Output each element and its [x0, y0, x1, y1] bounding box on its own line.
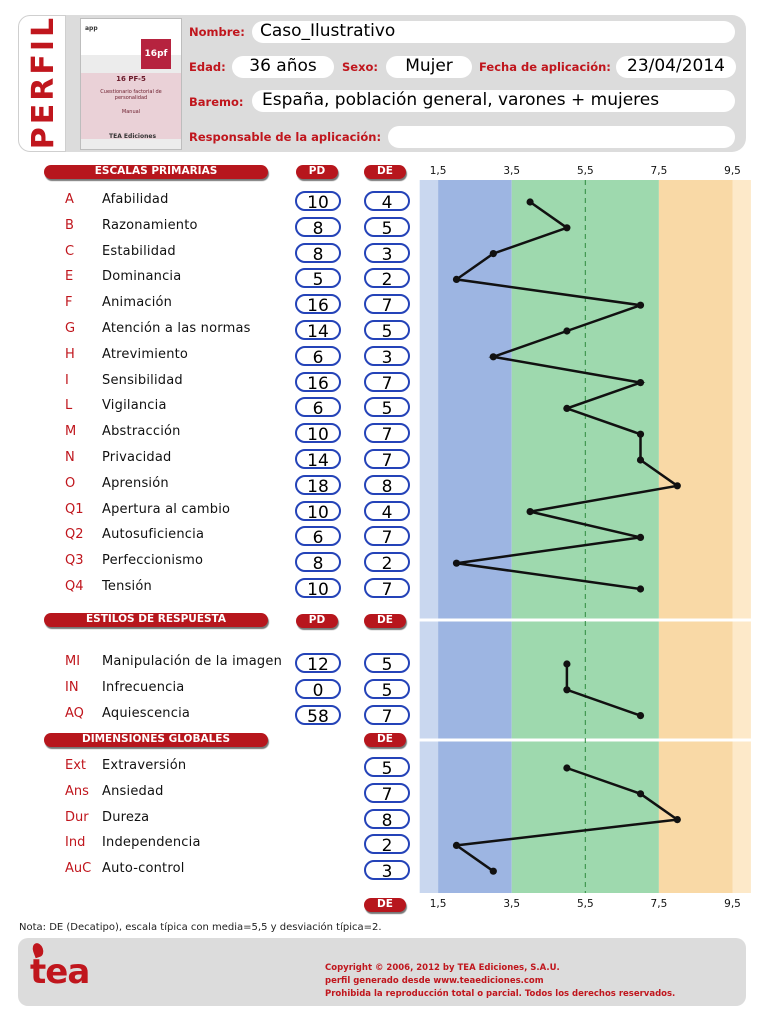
- tick-label-bottom: 5,5: [576, 898, 594, 910]
- primarias-point: [637, 534, 644, 541]
- book-publisher-bottom: TEA Ediciones: [109, 133, 157, 140]
- scale-name: Aprensión: [102, 475, 169, 491]
- scale-code: I: [65, 372, 69, 388]
- de-score: 7: [364, 372, 410, 392]
- de-score: 5: [364, 320, 410, 340]
- scale-code: L: [65, 398, 73, 414]
- tick-label-bottom: 7,5: [650, 898, 668, 910]
- de-score: 5: [364, 679, 410, 699]
- de-score: 5: [364, 397, 410, 417]
- de-score: 3: [364, 243, 410, 263]
- rights-text: Prohibida la reproducción total o parcial. Todos los derechos reservados.: [325, 989, 676, 999]
- primarias-point: [563, 405, 570, 412]
- scale-code: C: [65, 243, 75, 259]
- scale-code: Ans: [65, 783, 89, 799]
- de-score: 2: [364, 834, 410, 854]
- scale-name: Infrecuencia: [102, 679, 185, 695]
- primarias-point: [674, 482, 681, 489]
- scale-name: Razonamiento: [102, 217, 198, 233]
- copyright-text: Copyright © 2006, 2012 by TEA Ediciones, S.A.U.: [325, 963, 560, 973]
- section-escalas-primarias: ESCALAS PRIMARIAS: [44, 165, 268, 179]
- estilos-point: [637, 712, 644, 719]
- scale-code: G: [65, 321, 76, 336]
- book-cover-image: [80, 18, 182, 150]
- scale-code: B: [65, 217, 74, 233]
- scale-code: O: [65, 475, 76, 491]
- tick-label-bottom: 1,5: [429, 898, 447, 910]
- primarias-point: [527, 198, 534, 205]
- scale-name: Estabilidad: [102, 243, 176, 259]
- de-score: 3: [364, 346, 410, 366]
- responsable-label: Responsable de la aplicación:: [189, 130, 382, 144]
- globales-point: [490, 868, 497, 875]
- book-manual: Manual: [121, 109, 141, 115]
- scale-code: F: [65, 295, 73, 311]
- pd-score: 8: [295, 243, 341, 263]
- band-1: [438, 180, 512, 893]
- scale-name: Atrevimiento: [102, 346, 189, 362]
- tick-label-top: 9,5: [724, 165, 741, 177]
- de-score: 8: [364, 475, 410, 495]
- tick-label-top: 5,5: [576, 165, 594, 177]
- nombre-field[interactable]: Caso_Ilustrativo: [252, 21, 735, 43]
- pd-score: 0: [295, 679, 341, 699]
- scale-code: E: [65, 269, 74, 285]
- responsable-field[interactable]: [388, 126, 735, 148]
- scale-name: Abstracción: [102, 424, 181, 440]
- de-score: 5: [364, 653, 410, 673]
- scale-code: AQ: [65, 705, 84, 721]
- de-score: 5: [364, 757, 410, 777]
- pd-score: 16: [295, 372, 341, 392]
- pd-score: 10: [295, 423, 341, 443]
- de-score: 7: [364, 423, 410, 443]
- pd-score: 14: [295, 320, 341, 340]
- scale-code: Ind: [65, 835, 86, 851]
- scale-name: Independencia: [102, 835, 201, 851]
- globales-point: [674, 816, 681, 823]
- baremo-field[interactable]: España, población general, varones + mujeres: [252, 90, 735, 112]
- scale-code: Q3: [65, 553, 84, 569]
- fecha-field[interactable]: 23/04/2014: [616, 56, 736, 78]
- column-de-header: DE: [364, 733, 406, 747]
- primarias-point: [527, 508, 534, 515]
- book-badge: 16pf: [141, 39, 171, 69]
- pd-score: 6: [295, 346, 341, 366]
- scale-code: M: [65, 424, 77, 440]
- primarias-point: [490, 250, 497, 257]
- scale-code: A: [65, 192, 74, 207]
- column-de-footer: DE: [364, 898, 406, 912]
- scale-code: Ext: [65, 758, 87, 773]
- pd-score: 18: [295, 475, 341, 495]
- de-score: 7: [364, 526, 410, 546]
- primarias-point: [637, 431, 644, 438]
- de-score: 2: [364, 268, 410, 288]
- de-score: 4: [364, 191, 410, 211]
- edad-field[interactable]: 36 años: [232, 56, 334, 78]
- scale-name: Apertura al cambio: [102, 501, 231, 517]
- de-score: 7: [364, 705, 410, 725]
- scale-name: Atención a las normas: [102, 321, 251, 336]
- tick-label-top: 1,5: [429, 165, 447, 177]
- scale-name: Manipulación de la imagen: [102, 654, 283, 669]
- primarias-point: [637, 456, 644, 463]
- pd-score: 12: [295, 653, 341, 673]
- primarias-point: [490, 353, 497, 360]
- book-title: 16 PF-5: [116, 75, 146, 83]
- de-score: 7: [364, 578, 410, 598]
- fecha-label: Fecha de aplicación:: [479, 60, 611, 74]
- scale-code: Q2: [65, 527, 84, 543]
- pd-score: 10: [295, 191, 341, 211]
- book-subtitle: Cuestionario factorial de personalidad: [100, 89, 162, 101]
- scale-code: H: [65, 346, 75, 362]
- estilos-point: [563, 660, 570, 667]
- scale-name: Animación: [102, 295, 173, 311]
- scale-name: Dominancia: [102, 269, 182, 285]
- pd-score: 6: [295, 526, 341, 546]
- perfil-title: PERFIL: [26, 14, 61, 150]
- band-3: [659, 180, 733, 893]
- de-score: 7: [364, 294, 410, 314]
- pd-score: 8: [295, 552, 341, 572]
- band-0: [420, 180, 438, 893]
- tick-label-top: 3,5: [503, 165, 521, 177]
- column-pd-header: PD: [296, 614, 338, 628]
- pd-score: 8: [295, 217, 341, 237]
- globales-point: [637, 790, 644, 797]
- scale-code: Q4: [65, 579, 84, 594]
- scale-code: MI: [65, 654, 81, 669]
- pd-score: 16: [295, 294, 341, 314]
- tick-label-top: 7,5: [650, 165, 668, 177]
- globales-point: [563, 764, 570, 771]
- scale-code: Q1: [65, 501, 84, 517]
- de-score: 4: [364, 501, 410, 521]
- column-de-header: DE: [364, 165, 406, 179]
- scale-name: Autosuficiencia: [102, 527, 205, 543]
- primarias-point: [453, 560, 460, 567]
- scale-name: Vigilancia: [102, 398, 167, 414]
- pd-score: 6: [295, 397, 341, 417]
- column-de-header: DE: [364, 614, 406, 628]
- scale-name: Sensibilidad: [102, 372, 183, 388]
- scale-code: AuC: [65, 861, 92, 877]
- pd-score: 14: [295, 449, 341, 469]
- estilos-point: [563, 686, 570, 693]
- generated-text: perfil generado desde www.teaediciones.com: [325, 976, 544, 986]
- primarias-point: [637, 302, 644, 309]
- scale-name: Tensión: [102, 579, 152, 594]
- section-estilos-respuesta: ESTILOS DE RESPUESTA: [44, 613, 268, 627]
- primarias-point: [563, 327, 570, 334]
- tick-label-bottom: 3,5: [503, 898, 521, 910]
- pd-score: 58: [295, 705, 341, 725]
- scale-name: Auto-control: [102, 861, 185, 877]
- scale-name: Ansiedad: [102, 783, 164, 799]
- de-score: 3: [364, 860, 410, 880]
- de-score: 7: [364, 783, 410, 803]
- primarias-point: [637, 585, 644, 592]
- pd-score: 10: [295, 501, 341, 521]
- sexo-field[interactable]: Mujer: [386, 56, 472, 78]
- profile-chart: [418, 160, 752, 920]
- primarias-point: [453, 276, 460, 283]
- band-4: [733, 180, 751, 893]
- column-pd-header: PD: [296, 165, 338, 179]
- section-dimensiones-globales: DIMENSIONES GLOBALES: [44, 733, 268, 747]
- scale-name: Perfeccionismo: [102, 553, 204, 569]
- scale-name: Afabilidad: [102, 192, 169, 207]
- scale-code: IN: [65, 679, 79, 695]
- primarias-point: [563, 224, 570, 231]
- pd-score: 10: [295, 578, 341, 598]
- scale-name: Dureza: [102, 809, 150, 825]
- edad-label: Edad:: [189, 60, 226, 74]
- primarias-point: [637, 379, 644, 386]
- pd-score: 5: [295, 268, 341, 288]
- sexo-label: Sexo:: [342, 60, 378, 74]
- tea-logo: tea: [30, 952, 90, 992]
- note-text: Nota: DE (Decatipo), escala típica con media=5,5 y desviación típica=2.: [19, 922, 382, 933]
- de-score: 2: [364, 552, 410, 572]
- de-score: 5: [364, 217, 410, 237]
- scale-name: Privacidad: [102, 450, 172, 465]
- de-score: 7: [364, 449, 410, 469]
- nombre-label: Nombre:: [189, 25, 245, 39]
- scale-code: Dur: [65, 809, 89, 825]
- scale-name: Extraversión: [102, 758, 187, 773]
- baremo-label: Baremo:: [189, 95, 244, 109]
- scale-code: N: [65, 450, 75, 465]
- book-publisher-top: app: [85, 25, 98, 32]
- scale-name: Aquiescencia: [102, 705, 191, 721]
- globales-point: [453, 842, 460, 849]
- de-score: 8: [364, 809, 410, 829]
- tick-label-bottom: 9,5: [724, 898, 741, 910]
